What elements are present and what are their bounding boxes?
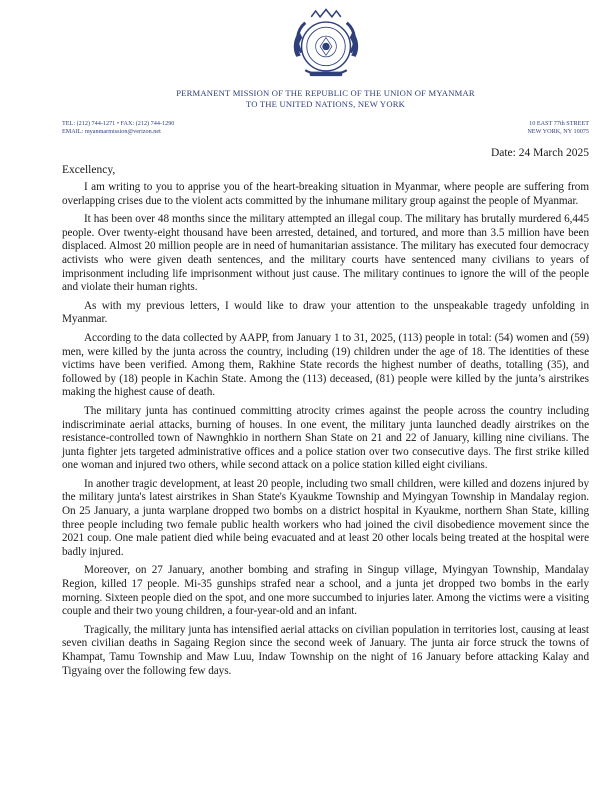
letter-paragraph: Moreover, on 27 January, another bombing and strafing in Singup village, Myingyan Township, Mandalay Region, killed 17 people. Mi-35 gunships strafed near a school, and a junta jet dropped two bombs in the early morning. Sixteen people died on the spot, and one more succumbed to injuries later. Among the victims were a visiting couple and their two young children, a four-year-old and an infant. <box>62 564 589 618</box>
contact-right <box>527 120 589 136</box>
mission-name <box>62 88 589 110</box>
letter-paragraph: According to the data collected by AAPP, from January 1 to 31, 2025, (113) people in total: (54) women and (59) men, were killed by the junta across the country, including (19) children under the age of 18. The identities of these victims have been verified. Among them, Rakhine State records the highest number of deaths, totalling (35), and followed by (18) people in Kachin State. Among the (113) deceased, (81) people were killed by the junta’s airstrikes making the highest cause of death. <box>62 331 589 399</box>
letter-paragraph: It has been over 48 months since the military attempted an illegal coup. The military has brutally murdered 6,445 people. Over twenty-eight thousand have been arrested, detained, and tortured, and more than 3.5 million have been displaced. Almost 20 million people are in need of humanitarian assistance. The military has executed four democracy activists who were given death sentences, and the military courts have sentenced many civilians to years of imprisonment including life imprisonment without just cause. The military continues to ignore the will of the people and violate their human rights. <box>62 213 589 294</box>
letter-paragraph: Tragically, the military junta has intensified aerial attacks on civilian population in territories lost, causing at least seven civilian deaths in Sagaing Region since the second week of January. The junta air force struck the towns of Khampat, Tamu Township and Maw Luu, Indaw Township on the night of 16 January before attacking Kalay and Tigyaing over the following few days. <box>62 623 589 677</box>
letter-paragraph: In another tragic development, at least 20 people, including two small children, were killed and dozens injured by the military junta's latest airstrikes in Shan State's Kyaukme Township and Myingyan Township in Mandalay region. On 25 January, a junta warplane dropped two bombs on a district hospital in Kyaukme, northern Shan State, killing three people including two female public health workers who had joined the civil disobedience movement since the 2021 coup. One male patient died while being evacuated and at least 20 other locals being treated at the hospital were badly injured. <box>62 477 589 558</box>
state-seal-emblem <box>289 8 363 82</box>
letter-paragraph: The military junta has continued committing atrocity crimes against the people across the country including indiscriminate aerial attacks, burning of houses. In one event, the military junta launched deadly airstrikes on the resistance-controlled town of Nawnghkio in northern Shan State on 21 and 22 of January, killing nine civilians. The junta fighter jets targeted administrative offices and a police station over two consecutive days. The first strike killed one woman and injured two others, while second attack on a police station killed eight civilians. <box>62 404 589 472</box>
street-address: 10 EAST 77th STREET <box>529 120 589 127</box>
letter-paragraph: As with my previous letters, I would like to draw your attention to the unspeakable tragedy unfolding in Myanmar. <box>62 299 589 326</box>
letterhead-contact <box>62 120 589 136</box>
tel-fax: TEL: (212) 744-1271 • FAX: (212) 744-1290 <box>62 120 175 127</box>
letter-date: Date: 24 March 2025 <box>490 147 589 159</box>
mission-name-line1: PERMANENT MISSION OF THE REPUBLIC OF THE UNION OF MYANMAR <box>176 88 475 98</box>
city-address: NEW YORK, NY 10075 <box>527 128 589 135</box>
letter-paragraph: I am writing to you to apprise you of the heart-breaking situation in Myanmar, where people are suffering from overlapping crises due to the violent acts committed by the inhumane military group against the people of Myanmar. <box>62 181 589 207</box>
contact-left <box>62 120 174 136</box>
letterhead-seal-container <box>62 0 589 82</box>
salutation: Excellency, <box>62 164 116 176</box>
mission-name-line2: TO THE UNITED NATIONS, NEW YORK <box>245 99 406 109</box>
email-address: EMAIL: myanmarmission@verizon.net <box>62 128 161 135</box>
